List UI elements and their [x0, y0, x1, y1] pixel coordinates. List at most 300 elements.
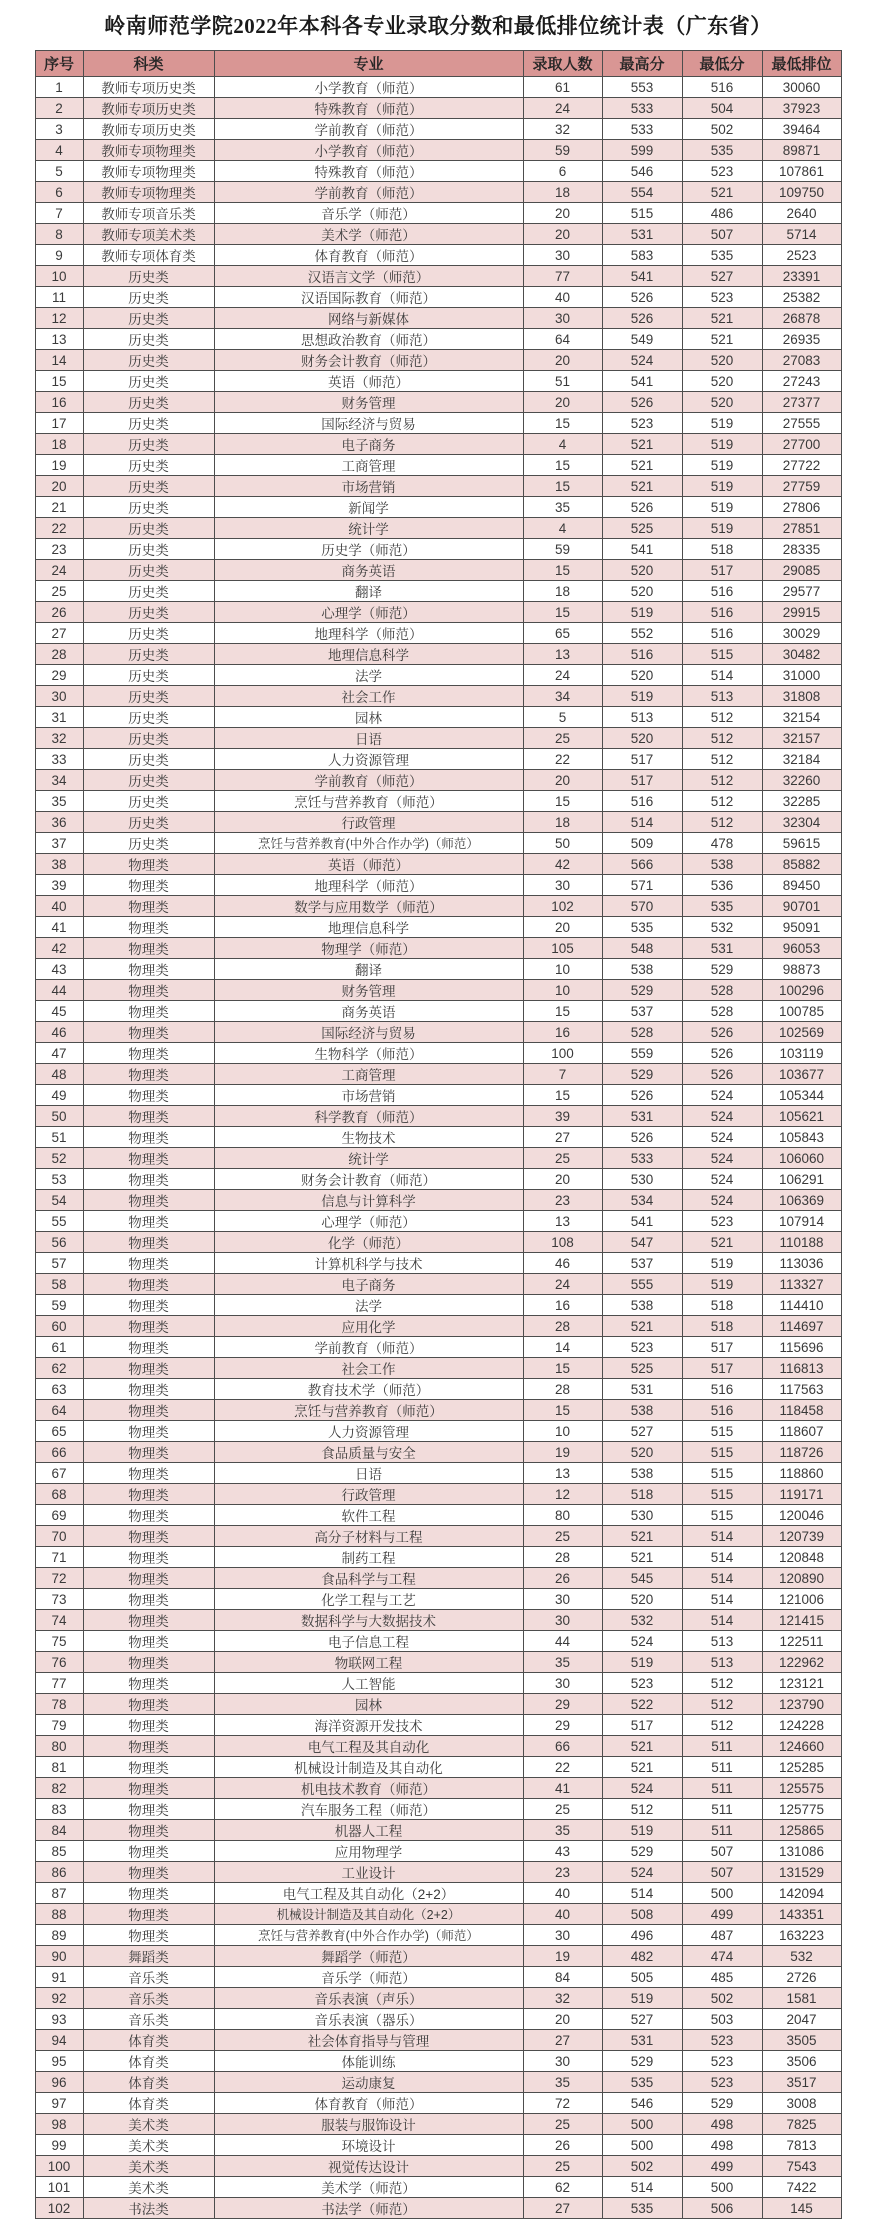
- table-cell: 5: [523, 707, 602, 728]
- table-cell: 554: [602, 182, 682, 203]
- table-cell: 32157: [762, 728, 841, 749]
- table-cell: 历史类: [83, 497, 214, 518]
- table-row: [35, 1652, 841, 1673]
- table-cell: 美术类: [83, 2156, 214, 2177]
- table-cell: 物理类: [83, 1589, 214, 1610]
- table-cell: 28335: [762, 539, 841, 560]
- table-cell: 43: [523, 1841, 602, 1862]
- table-row: [35, 497, 841, 518]
- table-cell: 音乐表演（器乐）: [214, 2009, 523, 2030]
- table-cell: 108: [523, 1232, 602, 1253]
- table-cell: 118458: [762, 1400, 841, 1421]
- table-cell: 528: [682, 1001, 762, 1022]
- table-cell: 5714: [762, 224, 841, 245]
- table-cell: 海洋资源开发技术: [214, 1715, 523, 1736]
- table-cell: 37923: [762, 98, 841, 119]
- table-cell: 511: [682, 1778, 762, 1799]
- table-cell: 122962: [762, 1652, 841, 1673]
- table-cell: 145: [762, 2198, 841, 2219]
- table-row: [35, 686, 841, 707]
- table-row: [35, 1967, 841, 1988]
- table-cell: 历史类: [83, 392, 214, 413]
- table-cell: 物理类: [83, 1862, 214, 1883]
- table-cell: 500: [602, 2135, 682, 2156]
- table-row: [35, 1043, 841, 1064]
- column-header: 专业: [214, 51, 523, 77]
- table-cell: 72: [35, 1568, 83, 1589]
- table-cell: 512: [682, 1694, 762, 1715]
- table-cell: 86: [35, 1862, 83, 1883]
- table-row: [35, 770, 841, 791]
- table-cell: 网络与新媒体: [214, 308, 523, 329]
- table-cell: 食品科学与工程: [214, 1568, 523, 1589]
- table-cell: 烹饪与营养教育（师范）: [214, 791, 523, 812]
- table-cell: 27806: [762, 497, 841, 518]
- table-cell: 125865: [762, 1820, 841, 1841]
- table-cell: 电气工程及其自动化: [214, 1736, 523, 1757]
- table-cell: 545: [602, 1568, 682, 1589]
- table-cell: 524: [682, 1169, 762, 1190]
- table-cell: 513: [682, 1652, 762, 1673]
- table-cell: 物联网工程: [214, 1652, 523, 1673]
- table-cell: 520: [602, 665, 682, 686]
- table-cell: 物理类: [83, 917, 214, 938]
- table-row: [35, 938, 841, 959]
- table-cell: 95091: [762, 917, 841, 938]
- table-cell: 20: [523, 770, 602, 791]
- table-cell: 502: [682, 119, 762, 140]
- table-cell: 39: [523, 1106, 602, 1127]
- table-cell: 42: [35, 938, 83, 959]
- table-cell: 物理类: [83, 1442, 214, 1463]
- table-row: [35, 917, 841, 938]
- table-cell: 历史学（师范）: [214, 539, 523, 560]
- table-cell: 518: [682, 1316, 762, 1337]
- table-row: [35, 392, 841, 413]
- table-cell: 512: [682, 812, 762, 833]
- table-cell: 电子信息工程: [214, 1631, 523, 1652]
- table-cell: 81: [35, 1757, 83, 1778]
- table-row: [35, 1736, 841, 1757]
- table-cell: 化学（师范）: [214, 1232, 523, 1253]
- table-cell: 20: [35, 476, 83, 497]
- table-cell: 物理类: [83, 1400, 214, 1421]
- table-cell: 531: [602, 224, 682, 245]
- table-cell: 530: [602, 1505, 682, 1526]
- table-cell: 121006: [762, 1589, 841, 1610]
- table-cell: 15: [523, 413, 602, 434]
- table-cell: 102569: [762, 1022, 841, 1043]
- table-cell: 526: [682, 1022, 762, 1043]
- table-cell: 120046: [762, 1505, 841, 1526]
- table-cell: 27: [35, 623, 83, 644]
- table-cell: 62: [523, 2177, 602, 2198]
- table-cell: 财务管理: [214, 980, 523, 1001]
- table-cell: 503: [682, 2009, 762, 2030]
- table-cell: 511: [682, 1757, 762, 1778]
- table-cell: 国际经济与贸易: [214, 413, 523, 434]
- table-cell: 486: [682, 203, 762, 224]
- table-cell: 3506: [762, 2051, 841, 2072]
- table-cell: 7: [35, 203, 83, 224]
- table-cell: 559: [602, 1043, 682, 1064]
- table-cell: 机械设计制造及其自动化（2+2）: [214, 1904, 523, 1925]
- table-cell: 书法学（师范）: [214, 2198, 523, 2219]
- table-cell: 37: [35, 833, 83, 854]
- table-cell: 19: [35, 455, 83, 476]
- table-cell: 59615: [762, 833, 841, 854]
- table-cell: 15: [523, 560, 602, 581]
- table-cell: 519: [602, 686, 682, 707]
- table-cell: 体育类: [83, 2030, 214, 2051]
- table-cell: 517: [682, 1337, 762, 1358]
- table-cell: 数学与应用数学（师范）: [214, 896, 523, 917]
- table-cell: 502: [682, 1988, 762, 2009]
- table-row: [35, 728, 841, 749]
- table-cell: 历史类: [83, 518, 214, 539]
- table-cell: 22: [523, 1757, 602, 1778]
- table-cell: 40: [523, 287, 602, 308]
- table-cell: 520: [602, 728, 682, 749]
- table-cell: 526: [682, 1043, 762, 1064]
- table-cell: 10: [35, 266, 83, 287]
- table-cell: 90701: [762, 896, 841, 917]
- table-cell: 518: [682, 539, 762, 560]
- table-cell: 566: [602, 854, 682, 875]
- table-cell: 新闻学: [214, 497, 523, 518]
- table-cell: 57: [35, 1253, 83, 1274]
- table-cell: 508: [602, 1904, 682, 1925]
- table-cell: 29: [523, 1715, 602, 1736]
- table-cell: 85882: [762, 854, 841, 875]
- table-cell: 43: [35, 959, 83, 980]
- table-cell: 25: [523, 728, 602, 749]
- table-cell: 67: [35, 1463, 83, 1484]
- table-cell: 物理类: [83, 1316, 214, 1337]
- table-cell: 523: [602, 413, 682, 434]
- table-row: [35, 1190, 841, 1211]
- table-cell: 42: [523, 854, 602, 875]
- table-cell: 16: [523, 1022, 602, 1043]
- table-cell: 27722: [762, 455, 841, 476]
- table-cell: 523: [602, 1337, 682, 1358]
- table-cell: 39464: [762, 119, 841, 140]
- table-cell: 25: [523, 2114, 602, 2135]
- table-cell: 物理类: [83, 1526, 214, 1547]
- table-cell: 17: [35, 413, 83, 434]
- table-cell: 美术学（师范）: [214, 224, 523, 245]
- table-cell: 546: [602, 161, 682, 182]
- table-cell: 历史类: [83, 329, 214, 350]
- table-cell: 3: [35, 119, 83, 140]
- table-cell: 物理类: [83, 1211, 214, 1232]
- table-cell: 526: [602, 1085, 682, 1106]
- table-cell: 32: [523, 119, 602, 140]
- table-cell: 30: [523, 245, 602, 266]
- table-cell: 88: [35, 1904, 83, 1925]
- table-cell: 28: [523, 1316, 602, 1337]
- table-cell: 65: [523, 623, 602, 644]
- table-cell: 物理类: [83, 1631, 214, 1652]
- table-cell: 教师专项历史类: [83, 98, 214, 119]
- table-cell: 507: [682, 1841, 762, 1862]
- table-cell: 41: [35, 917, 83, 938]
- table-cell: 69: [35, 1505, 83, 1526]
- table-row: [35, 644, 841, 665]
- table-row: [35, 749, 841, 770]
- table-cell: 523: [682, 161, 762, 182]
- table-cell: 487: [682, 1925, 762, 1946]
- table-cell: 96053: [762, 938, 841, 959]
- table-cell: 3517: [762, 2072, 841, 2093]
- table-cell: 美术类: [83, 2177, 214, 2198]
- table-cell: 74: [35, 1610, 83, 1631]
- table-cell: 513: [682, 686, 762, 707]
- table-cell: 504: [682, 98, 762, 119]
- table-cell: 30: [523, 1925, 602, 1946]
- table-cell: 20: [523, 2009, 602, 2030]
- table-cell: 75: [35, 1631, 83, 1652]
- table-cell: 9: [35, 245, 83, 266]
- table-cell: 520: [602, 560, 682, 581]
- table-cell: 515: [682, 1442, 762, 1463]
- table-cell: 519: [602, 1652, 682, 1673]
- table-cell: 54: [35, 1190, 83, 1211]
- table-cell: 32: [35, 728, 83, 749]
- table-cell: 95: [35, 2051, 83, 2072]
- table-cell: 31808: [762, 686, 841, 707]
- table-cell: 516: [682, 581, 762, 602]
- table-row: [35, 623, 841, 644]
- table-cell: 历史类: [83, 539, 214, 560]
- table-cell: 498: [682, 2114, 762, 2135]
- table-cell: 19: [523, 1442, 602, 1463]
- table-cell: 18: [523, 812, 602, 833]
- table-cell: 25: [523, 1148, 602, 1169]
- table-cell: 538: [602, 1463, 682, 1484]
- table-cell: 517: [602, 749, 682, 770]
- table-cell: 50: [35, 1106, 83, 1127]
- table-cell: 506: [682, 2198, 762, 2219]
- table-cell: 27243: [762, 371, 841, 392]
- table-cell: 583: [602, 245, 682, 266]
- table-cell: 533: [602, 119, 682, 140]
- table-row: [35, 980, 841, 1001]
- table-cell: 机电技术教育（师范）: [214, 1778, 523, 1799]
- table-cell: 6: [523, 161, 602, 182]
- table-cell: 528: [682, 980, 762, 1001]
- table-row: [35, 1883, 841, 1904]
- table-row: [35, 1211, 841, 1232]
- table-cell: 历史类: [83, 623, 214, 644]
- table-cell: 6: [35, 182, 83, 203]
- table-cell: 汉语国际教育（师范）: [214, 287, 523, 308]
- table-cell: 物理类: [83, 1001, 214, 1022]
- table-cell: 社会体育指导与管理: [214, 2030, 523, 2051]
- table-row: [35, 1484, 841, 1505]
- table-cell: 法学: [214, 1295, 523, 1316]
- table-cell: 84: [35, 1820, 83, 1841]
- table-cell: 515: [682, 1463, 762, 1484]
- table-cell: 26878: [762, 308, 841, 329]
- table-cell: 环境设计: [214, 2135, 523, 2156]
- column-header: 最低分: [682, 51, 762, 77]
- table-cell: 537: [602, 1001, 682, 1022]
- table-row: [35, 560, 841, 581]
- table-cell: 32304: [762, 812, 841, 833]
- table-cell: 52: [35, 1148, 83, 1169]
- table-cell: 舞蹈学（师范）: [214, 1946, 523, 1967]
- table-cell: 3008: [762, 2093, 841, 2114]
- table-cell: 20: [523, 350, 602, 371]
- table-cell: 514: [602, 1883, 682, 1904]
- table-cell: 历史类: [83, 665, 214, 686]
- table-cell: 16: [523, 1295, 602, 1316]
- table-cell: 2047: [762, 2009, 841, 2030]
- table-row: [35, 182, 841, 203]
- table-cell: 22: [523, 749, 602, 770]
- table-cell: 474: [682, 1946, 762, 1967]
- table-cell: 20: [523, 1169, 602, 1190]
- table-row: [35, 308, 841, 329]
- table-cell: 学前教育（师范）: [214, 119, 523, 140]
- table-cell: 116813: [762, 1358, 841, 1379]
- table-cell: 520: [682, 371, 762, 392]
- table-cell: 物理类: [83, 1127, 214, 1148]
- table-cell: 77: [35, 1673, 83, 1694]
- table-row: [35, 1694, 841, 1715]
- table-cell: 30: [523, 875, 602, 896]
- table-cell: 70: [35, 1526, 83, 1547]
- table-cell: 12: [523, 1484, 602, 1505]
- table-cell: 27: [523, 1127, 602, 1148]
- table-cell: 514: [682, 665, 762, 686]
- table-cell: 541: [602, 266, 682, 287]
- table-row: [35, 602, 841, 623]
- table-cell: 535: [682, 140, 762, 161]
- table-cell: 历史类: [83, 581, 214, 602]
- table-row: [35, 329, 841, 350]
- table-cell: 汉语言文学（师范）: [214, 266, 523, 287]
- table-cell: 514: [682, 1610, 762, 1631]
- table-cell: 工商管理: [214, 1064, 523, 1085]
- table-cell: 历史类: [83, 812, 214, 833]
- table-cell: 100: [523, 1043, 602, 1064]
- table-cell: 83: [35, 1799, 83, 1820]
- table-cell: 51: [35, 1127, 83, 1148]
- table-cell: 110188: [762, 1232, 841, 1253]
- table-cell: 524: [682, 1085, 762, 1106]
- table-cell: 526: [682, 1064, 762, 1085]
- table-cell: 历史类: [83, 455, 214, 476]
- table-cell: 34: [35, 770, 83, 791]
- table-cell: 音乐学（师范）: [214, 1967, 523, 1988]
- table-cell: 523: [682, 287, 762, 308]
- table-cell: 521: [682, 308, 762, 329]
- table-cell: 531: [602, 2030, 682, 2051]
- table-cell: 13: [523, 1211, 602, 1232]
- table-row: [35, 245, 841, 266]
- table-row: [35, 2093, 841, 2114]
- table-cell: 106060: [762, 1148, 841, 1169]
- table-row: [35, 791, 841, 812]
- table-cell: 529: [682, 959, 762, 980]
- table-cell: 教师专项历史类: [83, 119, 214, 140]
- table-row: [35, 1295, 841, 1316]
- table-cell: 47: [35, 1043, 83, 1064]
- table-row: [35, 1610, 841, 1631]
- table-cell: 数据科学与大数据技术: [214, 1610, 523, 1631]
- table-cell: 社会工作: [214, 686, 523, 707]
- table-cell: 41: [523, 1778, 602, 1799]
- table-cell: 142094: [762, 1883, 841, 1904]
- table-cell: 25: [523, 1526, 602, 1547]
- table-cell: 143351: [762, 1904, 841, 1925]
- table-cell: 64: [523, 329, 602, 350]
- table-cell: 131529: [762, 1862, 841, 1883]
- table-cell: 121415: [762, 1610, 841, 1631]
- table-cell: 25382: [762, 287, 841, 308]
- table-cell: 29577: [762, 581, 841, 602]
- table-cell: 体育类: [83, 2051, 214, 2072]
- table-cell: 114697: [762, 1316, 841, 1337]
- table-cell: 28: [523, 1379, 602, 1400]
- table-cell: 历史类: [83, 287, 214, 308]
- table-cell: 16: [35, 392, 83, 413]
- table-cell: 56: [35, 1232, 83, 1253]
- table-cell: 62: [35, 1358, 83, 1379]
- table-cell: 27851: [762, 518, 841, 539]
- table-row: [35, 434, 841, 455]
- table-cell: 翻译: [214, 959, 523, 980]
- table-row: [35, 1358, 841, 1379]
- table-cell: 物理类: [83, 1295, 214, 1316]
- table-cell: 519: [682, 518, 762, 539]
- table-row: [35, 2051, 841, 2072]
- table-cell: 21: [35, 497, 83, 518]
- table-cell: 地理科学（师范）: [214, 875, 523, 896]
- table-cell: 高分子材料与工程: [214, 1526, 523, 1547]
- table-cell: 519: [602, 602, 682, 623]
- table-cell: 学前教育（师范）: [214, 1337, 523, 1358]
- table-cell: 553: [602, 77, 682, 98]
- table-cell: 物理类: [83, 1799, 214, 1820]
- table-cell: 518: [682, 1295, 762, 1316]
- table-cell: 532: [762, 1946, 841, 1967]
- table-cell: 99: [35, 2135, 83, 2156]
- table-cell: 79: [35, 1715, 83, 1736]
- table-cell: 物理类: [83, 1925, 214, 1946]
- table-row: [35, 1568, 841, 1589]
- table-cell: 人力资源管理: [214, 749, 523, 770]
- table-cell: 33: [35, 749, 83, 770]
- table-cell: 49: [35, 1085, 83, 1106]
- table-cell: 513: [682, 1631, 762, 1652]
- table-cell: 物理类: [83, 1463, 214, 1484]
- table-cell: 496: [602, 1925, 682, 1946]
- table-row: [35, 1673, 841, 1694]
- table-cell: 27759: [762, 476, 841, 497]
- table-cell: 80: [35, 1736, 83, 1757]
- table-cell: 教师专项物理类: [83, 140, 214, 161]
- table-row: [35, 371, 841, 392]
- table-cell: 77: [523, 266, 602, 287]
- table-cell: 27555: [762, 413, 841, 434]
- table-cell: 历史类: [83, 728, 214, 749]
- table-cell: 512: [682, 728, 762, 749]
- table-cell: 527: [602, 1421, 682, 1442]
- table-cell: 物理类: [83, 1064, 214, 1085]
